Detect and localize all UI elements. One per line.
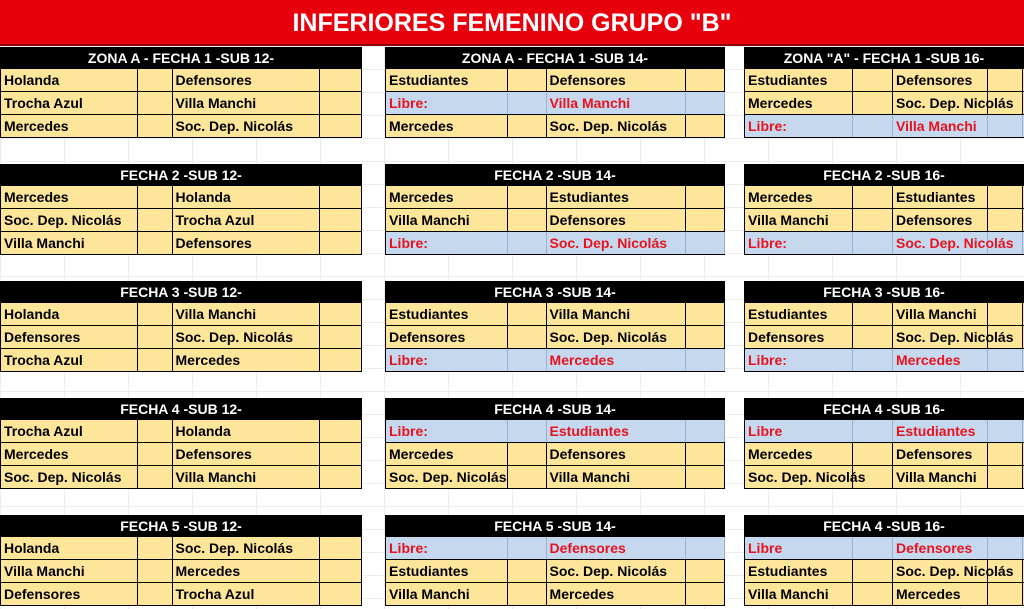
score-home-cell[interactable] [508,303,547,325]
fixture-block [744,281,1024,372]
score-home-cell[interactable] [853,349,893,371]
team-home-cell[interactable]: Defensores [745,326,853,348]
fixture-block [744,515,1024,606]
team-home-cell[interactable]: Estudiantes [745,560,853,582]
team-home-cell[interactable]: Defensores [386,326,508,348]
fixture-block [385,164,725,255]
score-home-cell[interactable] [853,92,893,114]
score-away-cell[interactable] [686,115,725,137]
fixture-block [385,281,725,372]
match-row [0,92,362,115]
score-away-cell[interactable] [320,115,362,137]
fixture-header: FECHA 3 -SUB 12- [0,281,362,303]
score-home-cell[interactable] [138,560,173,582]
team-away-cell[interactable]: Estudiantes [893,186,988,208]
match-row [385,560,725,583]
match-row [0,69,362,92]
score-away-cell[interactable] [988,583,1023,605]
score-home-cell[interactable] [138,69,173,91]
team-away-cell[interactable]: Villa Manchi [173,466,321,488]
team-home-cell[interactable]: Mercedes [745,443,853,465]
score-away-cell[interactable] [320,92,362,114]
score-home-cell[interactable] [138,186,173,208]
team-home-cell[interactable]: Soc. Dep. Nicolás [745,466,853,488]
fixture-header: FECHA 4 -SUB 16- [744,398,1024,420]
score-away-cell[interactable] [686,326,725,348]
match-row [744,69,1024,92]
match-row [0,560,362,583]
score-home-cell[interactable] [138,303,173,325]
team-away-cell[interactable]: Soc. Dep. Nicolás [547,232,687,254]
bye-row [744,537,1024,560]
team-home-cell[interactable]: Trocha Azul [1,92,138,114]
score-away-cell[interactable] [988,303,1023,325]
score-away-cell[interactable] [686,209,725,231]
match-row [385,115,725,138]
bye-row [385,349,725,372]
team-away-cell[interactable]: Soc. Dep. Nicolás [173,326,321,348]
team-away-cell[interactable]: Soc. Dep. Nicolás [893,560,988,582]
score-away-cell[interactable] [686,69,725,91]
score-home-cell[interactable] [853,303,893,325]
fixture-header: ZONA A - FECHA 1 -SUB 12- [0,47,362,69]
score-away-cell[interactable] [320,303,362,325]
match-row [0,232,362,255]
score-home-cell[interactable] [138,583,173,605]
match-row [0,583,362,606]
team-away-cell[interactable]: Mercedes [547,583,687,605]
score-home-cell[interactable] [853,420,893,442]
team-home-cell[interactable]: Villa Manchi [386,583,508,605]
score-home-cell[interactable] [853,209,893,231]
score-away-cell[interactable] [320,209,362,231]
team-home-cell[interactable]: Estudiantes [745,303,853,325]
team-home-cell[interactable]: Holanda [1,303,138,325]
match-row [744,326,1024,349]
team-home-cell[interactable]: Libre: [386,537,508,559]
match-row [744,466,1024,489]
fixture-header: FECHA 5 -SUB 12- [0,515,362,537]
match-row [744,92,1024,115]
match-row [385,326,725,349]
team-away-cell[interactable]: Villa Manchi [893,115,988,137]
team-away-cell[interactable]: Mercedes [893,349,988,371]
match-row [0,303,362,326]
match-row [0,466,362,489]
match-row [385,69,725,92]
fixture-header: FECHA 3 -SUB 14- [385,281,725,303]
score-away-cell[interactable] [988,466,1023,488]
score-away-cell[interactable] [988,420,1023,442]
team-away-cell[interactable]: Defensores [893,537,988,559]
team-away-cell[interactable]: Soc. Dep. Nicolás [893,326,988,348]
team-home-cell[interactable]: Libre: [745,349,853,371]
score-home-cell[interactable] [508,232,547,254]
score-away-cell[interactable] [686,92,725,114]
fixture-header: FECHA 4 -SUB 14- [385,398,725,420]
team-away-cell[interactable]: Defensores [547,209,687,231]
match-row [0,420,362,443]
score-away-cell[interactable] [988,443,1023,465]
team-away-cell[interactable]: Mercedes [893,583,988,605]
score-home-cell[interactable] [853,326,893,348]
team-home-cell[interactable]: Holanda [1,537,138,559]
bye-row [385,537,725,560]
score-home-cell[interactable] [508,209,547,231]
score-away-cell[interactable] [686,583,725,605]
score-home-cell[interactable] [853,537,893,559]
score-away-cell[interactable] [320,583,362,605]
team-away-cell[interactable]: Defensores [547,537,687,559]
team-home-cell[interactable]: Libre: [386,349,508,371]
score-home-cell[interactable] [508,466,547,488]
team-away-cell[interactable]: Villa Manchi [547,303,687,325]
team-away-cell[interactable]: Villa Manchi [547,92,687,114]
bye-row [385,232,725,255]
team-away-cell[interactable]: Mercedes [547,349,687,371]
team-away-cell[interactable]: Soc. Dep. Nicolás [893,92,988,114]
score-home-cell[interactable] [853,583,893,605]
team-away-cell[interactable]: Trocha Azul [173,209,321,231]
score-away-cell[interactable] [988,232,1023,254]
team-away-cell[interactable]: Soc. Dep. Nicolás [893,232,988,254]
fixture-block [0,398,362,489]
team-home-cell[interactable]: Trocha Azul [1,420,138,442]
match-row [744,560,1024,583]
score-away-cell[interactable] [320,537,362,559]
match-row [385,583,725,606]
team-home-cell[interactable]: Libre: [386,232,508,254]
team-away-cell[interactable]: Villa Manchi [547,466,687,488]
match-row [385,186,725,209]
match-row [0,443,362,466]
fixture-header: FECHA 4 -SUB 16- [744,515,1024,537]
fixture-block [0,164,362,255]
score-away-cell[interactable] [686,466,725,488]
score-away-cell[interactable] [320,326,362,348]
score-home-cell[interactable] [508,92,547,114]
score-home-cell[interactable] [853,69,893,91]
score-away-cell[interactable] [988,326,1023,348]
fixture-block [744,47,1024,138]
match-row [744,303,1024,326]
fixture-block [385,515,725,606]
team-home-cell[interactable]: Villa Manchi [1,232,138,254]
team-home-cell[interactable]: Mercedes [745,186,853,208]
score-away-cell[interactable] [686,560,725,582]
match-row [0,186,362,209]
team-away-cell[interactable]: Defensores [893,209,988,231]
team-home-cell[interactable]: Estudiantes [386,303,508,325]
team-away-cell[interactable]: Defensores [547,69,687,91]
score-home-cell[interactable] [138,92,173,114]
score-away-cell[interactable] [988,186,1023,208]
score-away-cell[interactable] [988,349,1023,371]
team-home-cell[interactable]: Villa Manchi [386,209,508,231]
team-away-cell[interactable]: Soc. Dep. Nicolás [547,326,687,348]
team-away-cell[interactable]: Trocha Azul [173,583,321,605]
match-row [744,583,1024,606]
team-away-cell[interactable]: Villa Manchi [173,303,321,325]
score-home-cell[interactable] [138,115,173,137]
team-away-cell[interactable]: Villa Manchi [893,303,988,325]
team-away-cell[interactable]: Defensores [173,443,321,465]
team-home-cell[interactable]: Trocha Azul [1,349,138,371]
score-home-cell[interactable] [853,186,893,208]
score-home-cell[interactable] [508,583,547,605]
score-home-cell[interactable] [508,420,547,442]
team-home-cell[interactable]: Soc. Dep. Nicolás [386,466,508,488]
team-home-cell[interactable]: Estudiantes [386,560,508,582]
score-home-cell[interactable] [508,560,547,582]
score-home-cell[interactable] [138,420,173,442]
fixture-block [385,47,725,138]
match-row [385,466,725,489]
score-home-cell[interactable] [508,537,547,559]
team-home-cell[interactable]: Libre [745,420,853,442]
fixture-header: ZONA "A" - FECHA 1 -SUB 16- [744,47,1024,69]
team-away-cell[interactable]: Villa Manchi [173,92,321,114]
team-away-cell[interactable]: Estudiantes [547,186,687,208]
match-row [744,209,1024,232]
score-away-cell[interactable] [320,560,362,582]
score-away-cell[interactable] [320,69,362,91]
score-away-cell[interactable] [320,466,362,488]
team-home-cell[interactable]: Villa Manchi [745,209,853,231]
fixture-header: FECHA 5 -SUB 14- [385,515,725,537]
fixture-block [744,398,1024,489]
fixture-header: FECHA 2 -SUB 12- [0,164,362,186]
team-home-cell[interactable]: Libre: [745,115,853,137]
team-home-cell[interactable]: Libre: [745,232,853,254]
team-home-cell[interactable]: Mercedes [386,186,508,208]
team-away-cell[interactable]: Mercedes [173,349,321,371]
score-away-cell[interactable] [320,349,362,371]
score-away-cell[interactable] [686,420,725,442]
team-home-cell[interactable]: Soc. Dep. Nicolás [1,466,138,488]
bye-row [385,92,725,115]
team-home-cell[interactable]: Mercedes [1,443,138,465]
team-home-cell[interactable]: Libre: [386,420,508,442]
score-home-cell[interactable] [508,115,547,137]
team-away-cell[interactable]: Estudiantes [547,420,687,442]
score-home-cell[interactable] [853,560,893,582]
score-home-cell[interactable] [508,349,547,371]
score-away-cell[interactable] [686,443,725,465]
team-home-cell[interactable]: Villa Manchi [1,560,138,582]
score-home-cell[interactable] [138,443,173,465]
team-home-cell[interactable]: Mercedes [386,115,508,137]
page-title: INFERIORES FEMENINO GRUPO "B" [0,0,1024,46]
bye-row [385,420,725,443]
score-away-cell[interactable] [988,560,1023,582]
team-away-cell[interactable]: Defensores [547,443,687,465]
score-away-cell[interactable] [686,537,725,559]
team-away-cell[interactable]: Mercedes [173,560,321,582]
team-away-cell[interactable]: Holanda [173,420,321,442]
match-row [385,209,725,232]
team-home-cell[interactable]: Defensores [1,326,138,348]
team-home-cell[interactable]: Mercedes [1,186,138,208]
fixture-block [744,164,1024,255]
score-away-cell[interactable] [988,115,1023,137]
match-row [0,115,362,138]
fixture-header: FECHA 2 -SUB 16- [744,164,1024,186]
team-home-cell[interactable]: Soc. Dep. Nicolás [1,209,138,231]
team-home-cell[interactable]: Estudiantes [386,69,508,91]
match-row [0,349,362,372]
team-away-cell[interactable]: Defensores [893,69,988,91]
score-home-cell[interactable] [138,537,173,559]
team-home-cell[interactable]: Mercedes [386,443,508,465]
score-away-cell[interactable] [988,92,1023,114]
match-row [0,537,362,560]
fixture-header: FECHA 4 -SUB 12- [0,398,362,420]
team-away-cell[interactable]: Holanda [173,186,321,208]
score-away-cell[interactable] [686,232,725,254]
score-away-cell[interactable] [320,420,362,442]
fixture-header: FECHA 3 -SUB 16- [744,281,1024,303]
bye-row [744,232,1024,255]
score-away-cell[interactable] [686,303,725,325]
score-away-cell[interactable] [320,232,362,254]
team-away-cell[interactable]: Soc. Dep. Nicolás [547,115,687,137]
bye-row [744,420,1024,443]
match-row [744,186,1024,209]
team-away-cell[interactable]: Soc. Dep. Nicolás [547,560,687,582]
score-away-cell[interactable] [320,186,362,208]
team-home-cell[interactable]: Holanda [1,69,138,91]
score-home-cell[interactable] [138,349,173,371]
fixture-block [0,281,362,372]
score-home-cell[interactable] [853,443,893,465]
fixture-block [385,398,725,489]
score-home-cell[interactable] [138,209,173,231]
team-away-cell[interactable]: Soc. Dep. Nicolás [173,537,321,559]
fixture-header: FECHA 2 -SUB 14- [385,164,725,186]
score-home-cell[interactable] [853,466,893,488]
score-away-cell[interactable] [988,537,1023,559]
score-home-cell[interactable] [508,326,547,348]
match-row [0,209,362,232]
team-home-cell[interactable]: Libre: [386,92,508,114]
score-away-cell[interactable] [686,349,725,371]
team-away-cell[interactable]: Defensores [173,69,321,91]
match-row [0,326,362,349]
match-row [744,443,1024,466]
fixture-block [0,47,362,138]
score-away-cell[interactable] [320,443,362,465]
score-away-cell[interactable] [988,209,1023,231]
score-home-cell[interactable] [853,115,893,137]
score-home-cell[interactable] [508,186,547,208]
team-away-cell[interactable]: Defensores [173,232,321,254]
team-home-cell[interactable]: Villa Manchi [745,583,853,605]
score-away-cell[interactable] [686,186,725,208]
fixture-header: ZONA A - FECHA 1 -SUB 14- [385,47,725,69]
bye-row [744,115,1024,138]
fixture-block [0,515,362,606]
team-away-cell[interactable]: Defensores [893,443,988,465]
match-row [385,443,725,466]
team-away-cell[interactable]: Estudiantes [893,420,988,442]
team-home-cell[interactable]: Mercedes [745,92,853,114]
score-home-cell[interactable] [138,232,173,254]
score-away-cell[interactable] [988,69,1023,91]
score-home-cell[interactable] [853,232,893,254]
team-home-cell[interactable]: Estudiantes [745,69,853,91]
team-home-cell[interactable]: Libre [745,537,853,559]
score-home-cell[interactable] [138,326,173,348]
team-away-cell[interactable]: Soc. Dep. Nicolás [173,115,321,137]
bye-row [744,349,1024,372]
team-home-cell[interactable]: Defensores [1,583,138,605]
score-home-cell[interactable] [508,443,547,465]
score-home-cell[interactable] [508,69,547,91]
match-row [385,303,725,326]
score-home-cell[interactable] [138,466,173,488]
team-home-cell[interactable]: Mercedes [1,115,138,137]
team-away-cell[interactable]: Villa Manchi [893,466,988,488]
